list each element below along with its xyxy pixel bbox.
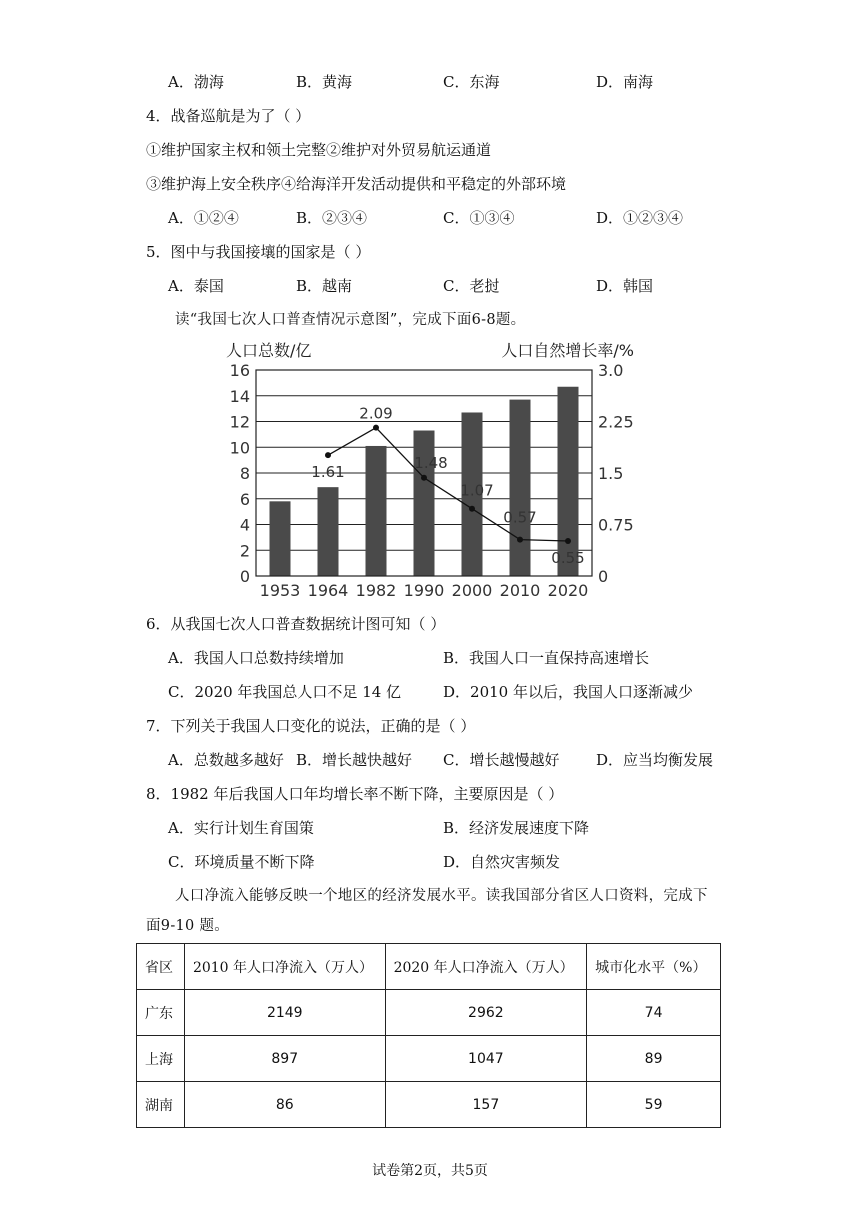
row-2020-inflow: 157 [385, 1082, 587, 1128]
y-left-tick-label: 10 [229, 438, 250, 458]
population-bar [318, 487, 339, 576]
q5-option-a[interactable]: A．泰国 [168, 277, 224, 295]
chart-bars [270, 387, 579, 576]
growth-rate-data-label: 2.09 [359, 404, 393, 423]
q8-option-b[interactable]: B．经济发展速度下降 [443, 819, 590, 837]
population-bar [270, 501, 291, 576]
q7-option-d[interactable]: D．应当均衡发展 [596, 751, 714, 769]
q3-option-a[interactable]: A．渤海 [168, 73, 224, 91]
y-left-tick-label: 14 [229, 386, 250, 406]
province-population-table [136, 943, 721, 1128]
growth-rate-point [517, 537, 523, 543]
q8-option-d[interactable]: D．自然灾害频发 [443, 853, 561, 871]
q8-option-c[interactable]: C．环境质量不断下降 [168, 853, 315, 871]
x-tick-label: 1982 [355, 581, 397, 600]
q6-option-a[interactable]: A．我国人口总数持续增加 [168, 649, 344, 667]
population-census-chart [210, 334, 650, 606]
q3-option-d[interactable]: D．南海 [596, 73, 654, 91]
q4-option-c[interactable]: C．①③④ [443, 209, 515, 227]
header-province: 省区 [137, 944, 185, 990]
section-intro-9-10-line1: 人口净流入能够反映一个地区的经济发展水平。读我国部分省区人口资料，完成下 [175, 888, 708, 904]
header-urbanization: 城市化水平（%） [587, 944, 721, 990]
chart-growth-line [311, 405, 584, 567]
q4-line-2: ③维护海上安全秩序④给海洋开发活动提供和平稳定的外部环境 [146, 175, 567, 193]
y-right-tick-label: 0 [598, 567, 609, 586]
x-tick-label: 2010 [499, 581, 541, 600]
x-tick-label: 1990 [403, 581, 445, 600]
q6-option-c[interactable]: C．2020 年我国总人口不足 14 亿 [168, 683, 402, 701]
q5-stem: 5．图中与我国接壤的国家是（ ） [146, 243, 371, 261]
population-bar [366, 446, 387, 576]
q4-option-d[interactable]: D．①②③④ [596, 209, 684, 227]
growth-rate-data-label: 1.48 [414, 453, 448, 472]
table-row [137, 990, 721, 1036]
growth-rate-point [421, 475, 427, 481]
q6-option-b[interactable]: B．我国人口一直保持高速增长 [443, 649, 650, 667]
y-left-tick-label: 6 [239, 489, 250, 509]
y-right-tick-label: 1.5 [598, 464, 624, 483]
q8-option-a[interactable]: A．实行计划生育国策 [168, 819, 314, 837]
row-province: 上海 [137, 1036, 185, 1082]
y-left-axis-label: 人口总数/亿 [226, 341, 312, 360]
x-tick-label: 2020 [547, 581, 589, 600]
row-province: 湖南 [137, 1082, 185, 1128]
growth-rate-point [373, 425, 379, 431]
growth-rate-point [469, 506, 475, 512]
row-2020-inflow: 1047 [385, 1036, 587, 1082]
row-urbanization: 74 [587, 990, 721, 1036]
q7-option-a[interactable]: A．总数越多越好 [168, 751, 284, 769]
q7-option-c[interactable]: C．增长越慢越好 [443, 751, 560, 769]
q8-stem: 8．1982 年后我国人口年均增长率不断下降，主要原因是（ ） [146, 785, 564, 803]
header-2010-inflow: 2010 年人口净流入（万人） [184, 944, 385, 990]
q4-option-a[interactable]: A．①②④ [168, 209, 239, 227]
y-left-tick-label: 8 [239, 464, 250, 483]
row-2010-inflow: 2149 [184, 990, 385, 1036]
q4-option-b[interactable]: B．②③④ [296, 209, 368, 227]
y-right-axis-label: 人口自然增长率/% [501, 341, 634, 360]
table-header-row [137, 944, 721, 990]
q3-option-c[interactable]: C．东海 [443, 73, 500, 91]
q5-option-b[interactable]: B．越南 [296, 277, 353, 295]
q4-line-1: ①维护国家主权和领土完整②维护对外贸易航运通道 [146, 141, 492, 159]
x-tick-label: 2000 [451, 581, 493, 600]
y-left-tick-label: 4 [239, 515, 250, 535]
y-left-tick-label: 2 [239, 541, 250, 561]
x-tick-label: 1964 [307, 581, 349, 600]
growth-rate-data-label: 1.07 [460, 481, 494, 500]
q3-option-b[interactable]: B．黄海 [296, 73, 353, 91]
q6-option-d[interactable]: D．2010 年以后，我国人口逐渐减少 [443, 683, 693, 701]
population-bar [510, 400, 531, 576]
y-left-tick-label: 16 [229, 361, 250, 380]
row-2010-inflow: 897 [184, 1036, 385, 1082]
row-province: 广东 [137, 990, 185, 1036]
population-bar [414, 431, 435, 576]
row-urbanization: 89 [587, 1036, 721, 1082]
population-bar [558, 387, 579, 576]
growth-rate-point [325, 452, 331, 458]
row-urbanization: 59 [587, 1082, 721, 1128]
y-right-tick-label: 0.75 [598, 515, 634, 535]
table-row [137, 1082, 721, 1128]
growth-rate-data-label: 0.55 [551, 548, 585, 567]
growth-rate-data-label: 0.57 [503, 508, 537, 527]
header-2020-inflow: 2020 年人口净流入（万人） [385, 944, 587, 990]
growth-rate-point [565, 538, 571, 544]
x-tick-label: 1953 [259, 581, 301, 600]
q7-stem: 7．下列关于我国人口变化的说法，正确的是（ ） [146, 717, 476, 735]
q7-option-b[interactable]: B．增长越快越好 [296, 751, 413, 769]
y-right-tick-label: 3.0 [598, 361, 624, 380]
y-left-tick-label: 12 [229, 412, 250, 432]
q6-stem: 6．从我国七次人口普查数据统计图可知（ ） [146, 615, 446, 633]
y-left-tick-label: 0 [239, 567, 250, 586]
q5-option-c[interactable]: C．老挝 [443, 277, 500, 295]
q5-option-d[interactable]: D．韩国 [596, 277, 654, 295]
q4-stem: 4．战备巡航是为了（ ） [146, 107, 311, 125]
y-right-tick-label: 2.25 [598, 412, 634, 432]
row-2020-inflow: 2962 [385, 990, 587, 1036]
section-intro-9-10-line2: 面9-10 题。 [146, 918, 230, 934]
table-row [137, 1036, 721, 1082]
growth-rate-data-label: 1.61 [311, 463, 345, 482]
page-footer: 试卷第2页，共5页 [372, 1163, 488, 1179]
row-2010-inflow: 86 [184, 1082, 385, 1128]
section-intro-6-8: 读“我国七次人口普查情况示意图”，完成下面6-8题。 [175, 312, 526, 328]
